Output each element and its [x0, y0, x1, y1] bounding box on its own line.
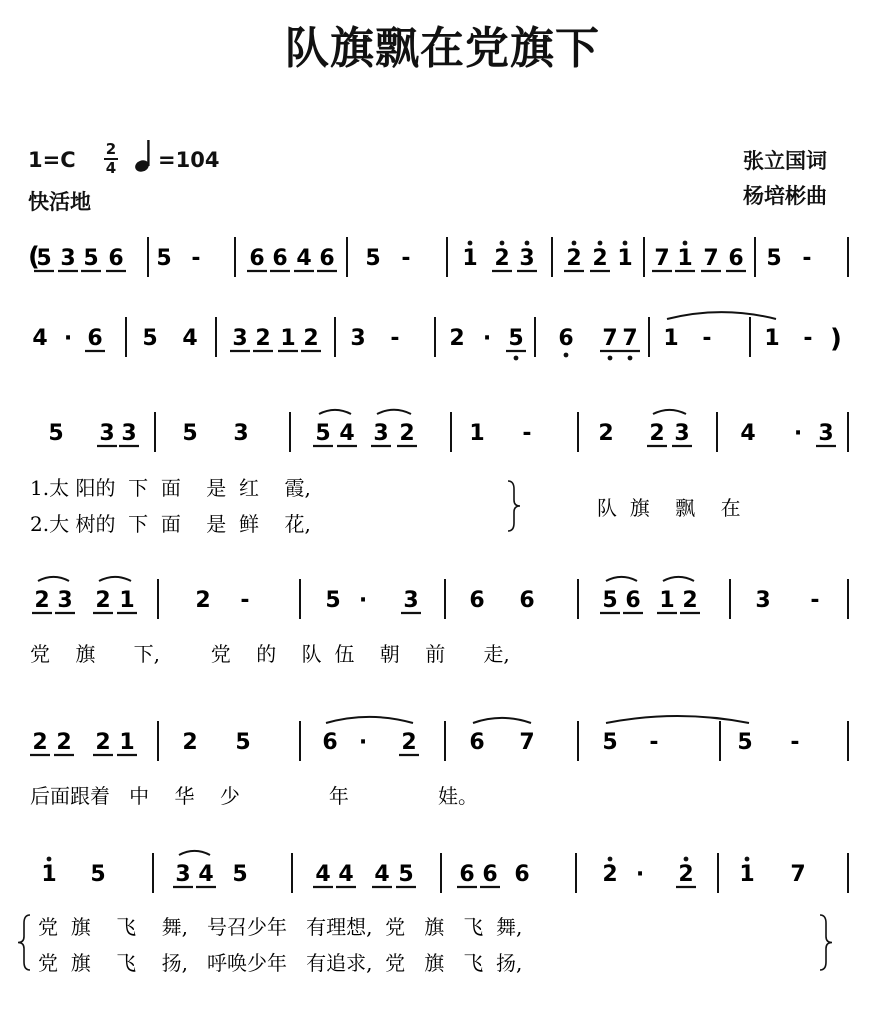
note: 4: [338, 862, 354, 887]
augmentation-dot: ·: [793, 421, 803, 446]
dash: -: [803, 326, 813, 351]
dash: -: [790, 730, 800, 755]
expression-marking: 快活地: [28, 190, 91, 214]
note: 2: [494, 246, 510, 271]
note: 5: [398, 862, 414, 887]
note: 1: [617, 246, 633, 271]
note: 2: [95, 730, 111, 755]
octave-dot-low: [514, 356, 519, 361]
note: 1: [659, 588, 675, 613]
lyric-line: 后面跟着 中 华 少 年 娃。: [30, 784, 478, 808]
note: 3: [57, 588, 73, 613]
note: 2: [598, 421, 614, 446]
note: 5: [90, 862, 106, 887]
octave-dot-high: [745, 857, 750, 862]
note: 6: [514, 862, 530, 887]
note: 1: [677, 246, 693, 271]
note: 5: [766, 246, 782, 271]
lyric-line: 2.大 树的 下 面 是 鲜 花,: [30, 512, 311, 536]
note: 3: [60, 246, 76, 271]
augmentation-dot: ·: [635, 862, 645, 887]
note: 4: [296, 246, 312, 271]
note: 5: [737, 730, 753, 755]
tie-slur: [473, 718, 531, 723]
note: 3: [99, 421, 115, 446]
dash: -: [240, 588, 250, 613]
octave-dot-high: [500, 241, 505, 246]
note: 6: [108, 246, 124, 271]
note: 1: [462, 246, 478, 271]
note: 4: [182, 326, 198, 351]
augmentation-dot: ·: [358, 588, 368, 613]
lyric-line: 队 旗 飘 在: [597, 496, 741, 520]
note: 3: [818, 421, 834, 446]
tie-slur: [319, 410, 351, 414]
note: 3: [233, 421, 249, 446]
note: 5: [235, 730, 251, 755]
note: 5: [36, 246, 52, 271]
note: 3: [755, 588, 771, 613]
octave-dot-high: [468, 241, 473, 246]
octave-dot-high: [525, 241, 530, 246]
octave-dot-high: [598, 241, 603, 246]
note: 3: [175, 862, 191, 887]
note: 6: [728, 246, 744, 271]
composer-credit: 杨培彬曲: [743, 184, 827, 208]
note: 2: [449, 326, 465, 351]
note: 5: [602, 730, 618, 755]
note: 3: [403, 588, 419, 613]
note: 1: [119, 730, 135, 755]
dash: -: [702, 326, 712, 351]
note: 1: [739, 862, 755, 887]
tie-slur: [667, 312, 776, 319]
note: 6: [625, 588, 641, 613]
note: 2: [34, 588, 50, 613]
dash: -: [649, 730, 659, 755]
tie-slur: [606, 716, 749, 723]
note: 7: [790, 862, 806, 887]
note: 4: [339, 421, 355, 446]
note: 5: [365, 246, 381, 271]
note: 7: [703, 246, 719, 271]
octave-dot-high: [608, 857, 613, 862]
note: 2: [649, 421, 665, 446]
note: 1: [119, 588, 135, 613]
tie-slur: [326, 717, 413, 723]
note: 5: [83, 246, 99, 271]
note: 2: [399, 421, 415, 446]
octave-dot-high: [683, 241, 688, 246]
note: 2: [682, 588, 698, 613]
note: 3: [350, 326, 366, 351]
note: 4: [740, 421, 756, 446]
dash: -: [810, 588, 820, 613]
dash: -: [401, 246, 411, 271]
octave-dot-low: [564, 353, 569, 358]
octave-dot-high: [623, 241, 628, 246]
song-title: 队旗飘在党旗下: [285, 23, 600, 74]
note: 6: [322, 730, 338, 755]
verse-brace: [508, 481, 520, 531]
lyricist-credit: 张立国词: [743, 149, 827, 173]
note: 7: [622, 326, 638, 351]
tie-slur: [38, 577, 69, 581]
tie-slur: [653, 410, 686, 414]
note: 5: [602, 588, 618, 613]
tie-slur: [377, 410, 411, 414]
dash: -: [191, 246, 201, 271]
octave-dot-high: [47, 857, 52, 862]
note: 4: [198, 862, 214, 887]
note: 2: [95, 588, 111, 613]
note: 3: [121, 421, 137, 446]
note: 2: [303, 326, 319, 351]
open-paren: (: [28, 242, 40, 272]
note: 6: [319, 246, 335, 271]
note: 5: [325, 588, 341, 613]
tie-slur: [663, 577, 694, 581]
tempo-marking: =104: [158, 148, 220, 172]
note: 2: [255, 326, 271, 351]
note: 2: [602, 862, 618, 887]
note: 3: [519, 246, 535, 271]
note: 1: [663, 326, 679, 351]
note: 6: [469, 730, 485, 755]
note: 6: [519, 588, 535, 613]
octave-dot-high: [572, 241, 577, 246]
octave-dot-low: [608, 356, 613, 361]
note: 3: [232, 326, 248, 351]
note: 3: [674, 421, 690, 446]
note: 4: [374, 862, 390, 887]
tie-slur: [99, 577, 131, 581]
dash: -: [390, 326, 400, 351]
note: 5: [508, 326, 524, 351]
note: 5: [142, 326, 158, 351]
note: 2: [182, 730, 198, 755]
note: 1: [469, 421, 485, 446]
lyric-line: 党 旗 飞 扬, 呼唤少年 有追求, 党 旗 飞 扬,: [38, 951, 523, 975]
note: 6: [249, 246, 265, 271]
note: 7: [654, 246, 670, 271]
note: 6: [482, 862, 498, 887]
augmentation-dot: ·: [358, 730, 368, 755]
tie-slur: [606, 577, 637, 581]
close-paren: ): [830, 324, 842, 354]
note: 6: [558, 326, 574, 351]
dash: -: [802, 246, 812, 271]
verse-brace: [820, 915, 832, 970]
note: 7: [602, 326, 618, 351]
note: 5: [182, 421, 198, 446]
augmentation-dot: ·: [482, 326, 492, 351]
octave-dot-high: [684, 857, 689, 862]
note: 6: [87, 326, 103, 351]
note: 3: [373, 421, 389, 446]
note: 2: [56, 730, 72, 755]
octave-dot-low: [628, 356, 633, 361]
note: 2: [32, 730, 48, 755]
note: 7: [519, 730, 535, 755]
note: 1: [280, 326, 296, 351]
note: 1: [41, 862, 57, 887]
note: 5: [156, 246, 172, 271]
note: 5: [315, 421, 331, 446]
lyric-line: 1.太 阳的 下 面 是 红 霞,: [30, 476, 311, 500]
note: 2: [566, 246, 582, 271]
note: 5: [232, 862, 248, 887]
note: 4: [315, 862, 331, 887]
note: 2: [592, 246, 608, 271]
note: 6: [459, 862, 475, 887]
verse-brace: [18, 915, 30, 970]
augmentation-dot: ·: [63, 326, 73, 351]
note: 6: [469, 588, 485, 613]
note: 4: [32, 326, 48, 351]
note: 5: [48, 421, 64, 446]
lyric-line: 党 旗 飞 舞, 号召少年 有理想, 党 旗 飞 舞,: [38, 915, 523, 939]
time-signature-top: 2: [105, 140, 117, 158]
note: 2: [195, 588, 211, 613]
note: 6: [272, 246, 288, 271]
time-signature-bottom: 4: [105, 159, 117, 177]
key-text: 1=C: [28, 148, 76, 172]
tie-slur: [179, 851, 210, 855]
lyric-line: 党 旗 下, 党 的 队 伍 朝 前 走,: [30, 642, 510, 666]
note: 1: [764, 326, 780, 351]
dash: -: [522, 421, 532, 446]
note: 2: [401, 730, 417, 755]
note: 2: [678, 862, 694, 887]
